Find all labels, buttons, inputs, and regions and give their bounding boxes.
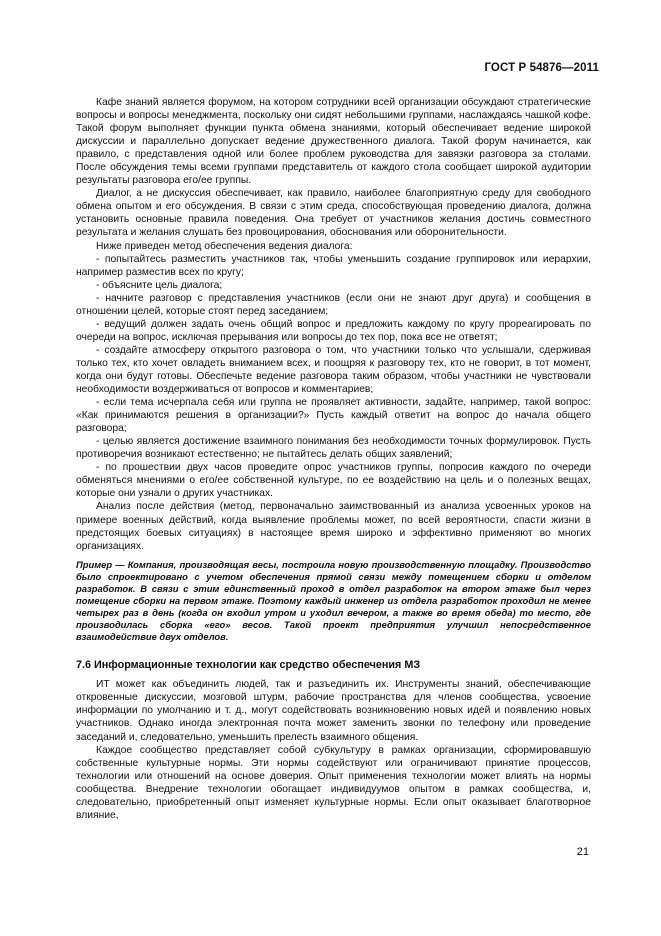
list-item: - если тема исчерпала себя или группа не проявляет активности, задайте, например, такой вопрос: «Как принимаются решения в организации?» Пусть каждый ответит на вопрос до начала общего разговора; [76, 397, 591, 435]
paragraph: ИТ может как объединить людей, так и разъединить их. Инструменты знаний, обеспечивающие откровенные дискуссии, мозговой штурм, рабочие пространства для членов сообщества, усвоение информации по умолчанию и т. д., могут содействовать возникновению новых идей и появлению новых участников. Однако иногда электронная почта может заменить звонки по телефону или проведение заседаний и, следовательно, уменьшить прелесть взаимного общения. [76, 679, 591, 743]
list-item: - ведущий должен задать очень общий вопрос и предложить каждому по кругу прореагировать по очереди на вопрос, исключая прерывания или вопросы до тех пор, пока все не ответят; [76, 318, 591, 343]
standard-header: ГОСТ Р 54876—2011 [484, 62, 599, 74]
page-number: 21 [576, 846, 589, 858]
list-item: - по прошествии двух часов проведите опрос участников группы, попросив каждого по очереди обменяться мнениями о его/ее собственной культуре, по ее воздействию на цель и о полезных вещах, которые они узнали о других участниках. [76, 462, 591, 500]
paragraph: Диалог, а не дискуссия обеспечивает, как правило, наиболее благоприятную среду для свободного обмена опытом и его обсуждения. В связи с этим среда, способствующая проведению диалога, должна установить основные правила поведения. Она требует от участников желания достичь совместного результата и желания слушать без провоцирования, обоснования или оборонительности. [76, 188, 591, 239]
body-text [76, 96, 591, 822]
section-heading: 7.6 Информационные технологии как средство обеспечения МЗ [76, 659, 421, 672]
list-item: - начните разговор с представления участников (если они не знают друг друга) и сообщения в отношении целей, которые стоят перед заседанием; [76, 292, 591, 317]
paragraph: Анализ после действия (метод, первоначально заимствованный из анализа усвоенных уроков на примере военных действий, когда выявление проблемы может, по всей вероятности, спасти жизни в предстоящих боевых ситуациях) в настоящее время широко и эффективно применяют во многих организациях. [76, 501, 591, 552]
list-item: - целью является достижение взаимного понимания без необходимости точных формулировок. Пусть противоречия возникают естественно; не пытайтесь делать общих заявлений; [76, 436, 591, 461]
paragraph: Ниже приведен метод обеспечения ведения диалога: [96, 240, 353, 252]
list-item: - объясните цель диалога; [96, 279, 223, 291]
example-note: Пример — Компания, производящая весы, построила новую производственную площадку. Производство было спроектировано с учетом обеспечения прямой связи между помещением сборки и отделом разработок. В связи с этим единственный проход в отдел разработок на втором этаже был через помещение сборки на первом этаже. Поэтому каждый инженер из отдела разработок проходил не менее четырех раз в день (когда он входил утром и уходил вечером, а также во время обеда) то место, где производилась сборка «его» весов. Такой проект предприятия улучшил непосредственное взаимодействие двух отделов. [76, 558, 591, 643]
list-item: - создайте атмосферу открытого разговора о том, что участники только что услышали, сдерживая только тех, кто хочет овладеть вниманием всех, и поощряя к разговору тех, кто не говорит, в тот момент, когда они будут готовы. Обеспечьте ведение разговора таким образом, чтобы участники не чувствовали необходимости воздерживаться от вопросов и комментариев; [76, 344, 591, 396]
list-item: - попытайтесь разместить участников так, чтобы уменьшить создание группировок или иерархии, например разместив всех по кругу; [76, 253, 591, 278]
paragraph: Каждое сообщество представляет собой субкультуру в рамках организации, сформировавшую собственные культурные нормы. Эти нормы содействуют или ограничивают принятие процессов, технологии или отношений на основе доверия. Опыт применения технологии может влиять на нормы сообщества. Внедрение технологии обогащает индивидуумов опытом в рамках сообщества, и, следовательно, приобретенный опыт изменяет культурные нормы. Если опыт оказывает благотворное влияние, [76, 744, 591, 821]
paragraph: Кафе знаний является форумом, на котором сотрудники всей организации обсуждают стратегические вопросы и вопросы менеджмента, поскольку они сидят небольшими группами, наслаждаясь чашкой кофе. Такой форум выполняет функции пункта обмена знаниями, который обеспечивает ведение широкой дискуссии и параллельно допускает ведение дружественного диалога. Такой форум начинается, как правило, с представления одной или более проблем руководства для завязки разговора за столами. После обсуждения темы всеми группами представитель от каждого стола сообщает широкой аудитории результаты разговора его/ее группы. [76, 97, 591, 187]
